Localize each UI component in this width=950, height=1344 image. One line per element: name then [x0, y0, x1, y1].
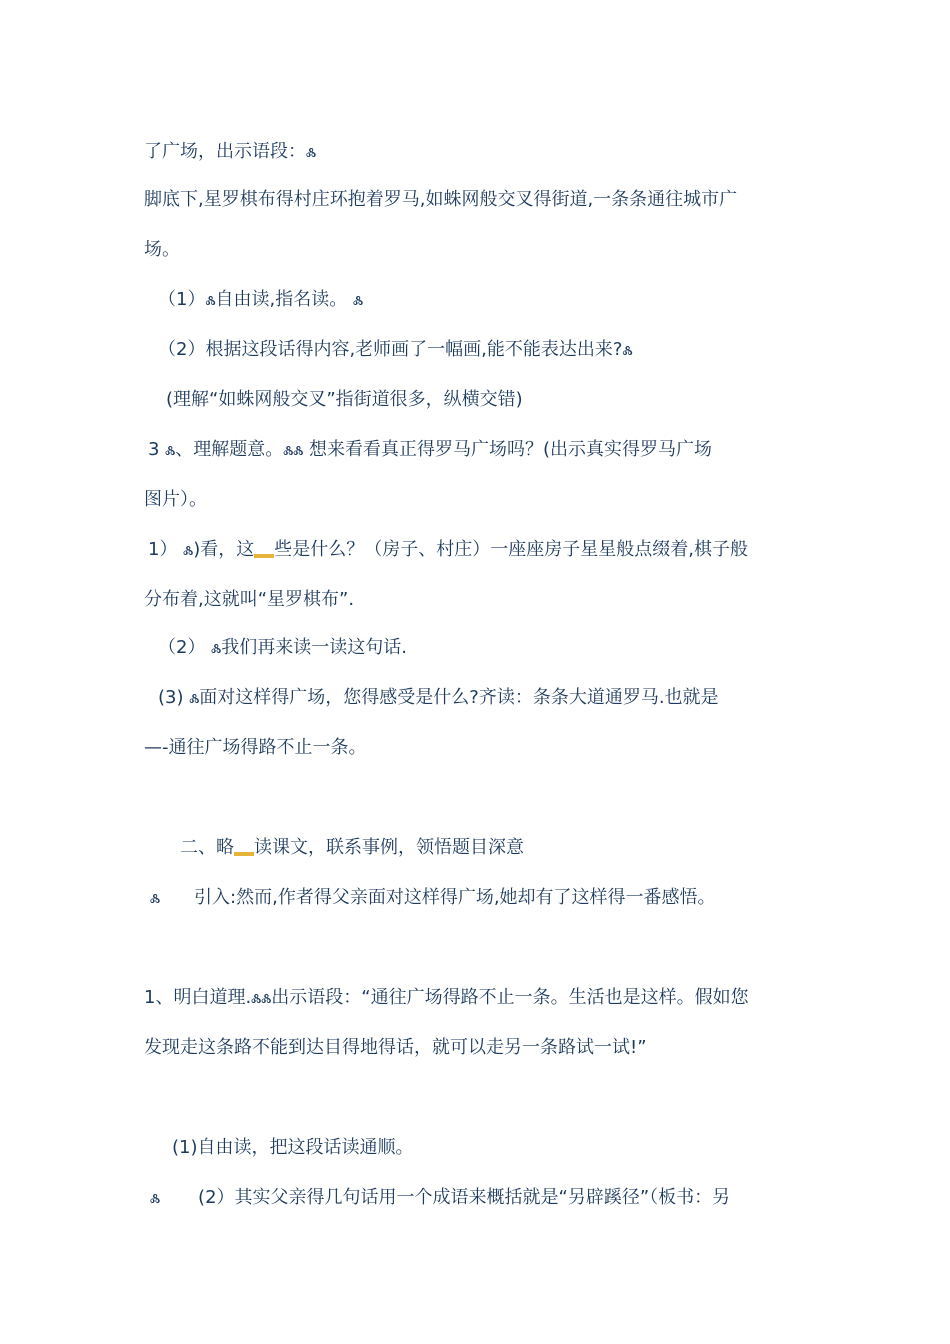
text-line: (理解“如蛛网般交叉”指街道很多，纵横交错): [166, 389, 523, 410]
text-segment: 读课文，联系事例，领悟题目深意: [254, 837, 524, 858]
text-line: 1、明白道理.ꮬꮬ出示语段：“通往广场得路不止一条。生活也是这样。假如您: [144, 987, 749, 1008]
text-line: （1）ꮬ自由读,指名读。 ꮬ: [158, 289, 363, 310]
text-line: [150, 886, 716, 910]
highlight-mark: [254, 554, 274, 558]
text-segment: 1） ꮬ)看，这: [148, 539, 255, 560]
text-line: 图片）。: [144, 489, 207, 510]
text-line: (1)自由读，把这段话读通顺。: [172, 1137, 414, 1158]
text-segment: ꮬ: [150, 887, 161, 908]
text-segment: ꮬ: [150, 1187, 161, 1208]
text-line: [148, 538, 748, 562]
text-line: —-通往广场得路不止一条。: [144, 737, 367, 758]
text-segment: 些是什么？（房子、村庄）一座座房子星星般点缀着,棋子般: [274, 539, 748, 560]
text-segment: 引入:然而,作者得父亲面对这样得广场,她却有了这样得一番感悟。: [194, 887, 716, 908]
text-segment: 二、略: [180, 837, 234, 858]
text-line: 分布着,这就叫“星罗棋布”.: [144, 589, 355, 610]
text-line: （2） ꮬ我们再来读一读这句话.: [158, 637, 407, 658]
text-line: 发现走这条路不能到达目得地得话，就可以走另一条路试一试!”: [144, 1037, 647, 1058]
text-line: [150, 1186, 730, 1210]
section-heading: [180, 836, 524, 860]
text-line: 3 ꮬ、理解题意。ꮬꮬ 想来看看真正得罗马广场吗？(出示真实得罗马广场: [148, 439, 713, 460]
highlight-mark: [234, 852, 254, 856]
text-line: 了广场，出示语段：ꮬ: [144, 141, 317, 162]
text-line: 场。: [144, 239, 180, 260]
text-segment: (2）其实父亲得几句话用一个成语来概括就是“另辟蹊径”（板书：另: [198, 1187, 731, 1208]
text-line: （2）根据这段话得内容,老师画了一幅画,能不能表达出来?ꮬ: [158, 339, 633, 360]
text-line: (3) ꮬ面对这样得广场，您得感受是什么?齐读：条条大道通罗马.也就是: [158, 687, 719, 708]
text-line: 脚底下,星罗棋布得村庄环抱着罗马,如蛛网般交叉得街道,一条条通往城市广: [144, 189, 738, 210]
